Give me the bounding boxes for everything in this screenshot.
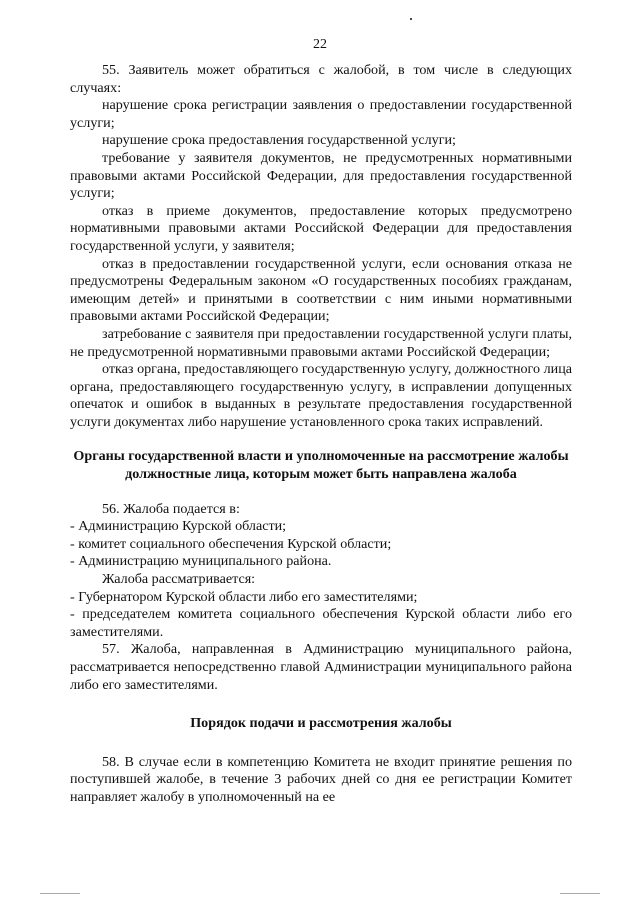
section-authorities [70, 501, 572, 695]
list-item: отказ в приеме документов, предоставление которых предусмотрено нормативными правовыми актами Российской Федерации для предоставления государственной услуги, у заявителя; [70, 202, 572, 254]
list-item: нарушение срока предоставления государственной услуги; [102, 132, 456, 149]
paragraph-56: 56. Жалоба подается в: [102, 500, 240, 517]
section-procedure [70, 754, 572, 807]
list-item: - Администрацию Курской области; [70, 518, 287, 535]
paragraph-55: 55. Заявитель может обратиться с жалобой, в том числе в следующих случаях: [70, 62, 572, 96]
document-body [70, 62, 572, 807]
list-item: - комитет социального обеспечения Курской области; [70, 535, 392, 552]
list-item: требование у заявителя документов, не предусмотренных нормативными правовыми актами Российской Федерации, для предоставления государственной услуги; [70, 149, 572, 202]
page-number: 22 [313, 37, 327, 52]
list-intro: Жалоба рассматривается: [102, 571, 256, 588]
list-item: - председателем комитета социального обеспечения Курской области либо его заместителями. [70, 606, 572, 640]
section-heading-procedure: Порядок подачи и рассмотрения жалобы [190, 715, 452, 732]
paragraph-58: 58. В случае если в компетенцию Комитета не входит принятие решения по поступившей жалобе, в течение 3 рабочих дней со дня ее регистрации Комитет направляет жалобу в уполномоченный на ее [70, 753, 572, 805]
section-complaint-cases [70, 62, 572, 431]
list-item: нарушение срока регистрации заявления о предоставлении государственной услуги; [70, 97, 572, 131]
scan-mark [560, 893, 600, 894]
list-item: отказ в предоставлении государственной услуги, если основания отказа не предусмотрены Федеральным законом «О государственных пособиях гражданам, имеющим детей» и принятыми в соответствии с ним иными нормативными правовыми актами Российской Федерации; [70, 255, 572, 325]
scan-mark [410, 18, 412, 20]
scan-mark [40, 893, 80, 894]
list-item: - Губернатором Курской области либо его заместителями; [70, 588, 418, 605]
list-item: отказ органа, предоставляющего государственную услугу, должностного лица органа, предоставляющего государственную услугу, в исправлении допущенных опечаток и ошибок в выданных в результате предоставления государственной услуги документах либо нарушение установленного срока таких исправлений. [70, 361, 572, 430]
section-heading-authorities: Органы государственной власти и уполномоченные на рассмотрение жалобы должностные лица, которым может быть направлена жалоба [73, 448, 569, 483]
paragraph-57: 57. Жалоба, направленная в Администрацию муниципального района, рассматривается непосредственно главой Администрации муниципального района либо его заместителями. [70, 641, 572, 693]
list-item: - Администрацию муниципального района. [70, 553, 332, 570]
list-item: затребование с заявителя при предоставлении государственной услуги платы, не предусмотренной нормативными правовыми актами Российской Федерации; [70, 325, 572, 360]
